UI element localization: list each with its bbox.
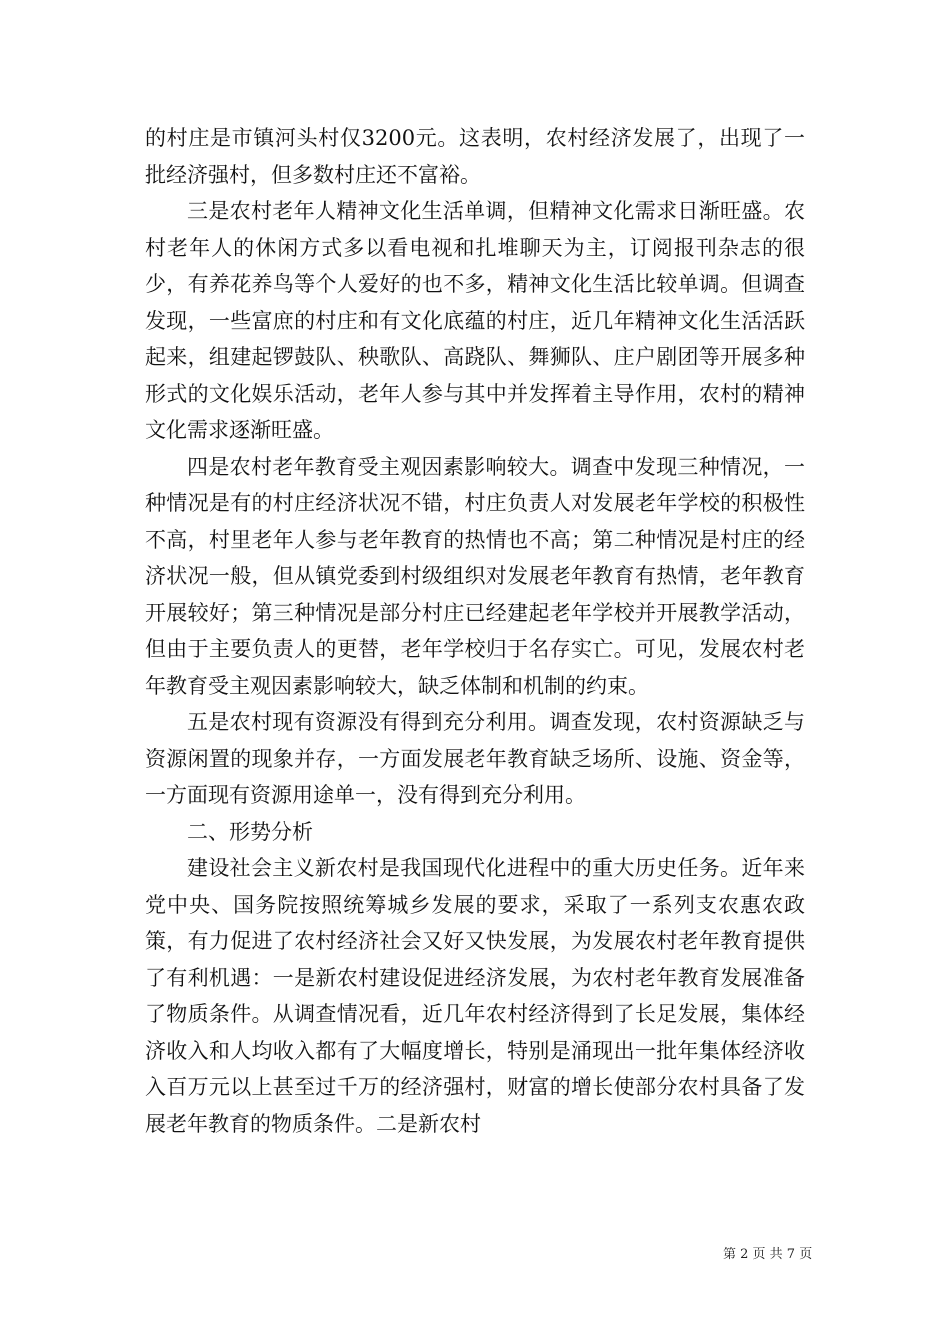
paragraph-situation-analysis: 建设社会主义新农村是我国现代化进程中的重大历史任务。近年来党中央、国务院按照统筹城乡发展的要求，采取了一系列支农惠农政策，有力促进了农村经济社会又好又快发展，为发展农村老年教育提供了有利机遇：一是新农村建设促进经济发展，为农村老年教育发展准备了物质条件。从调查情况看，近几年农村经济得到了长足发展，集体经济收入和人均收入都有了大幅度增长，特别是涌现出一批年集体经济收入百万元以上甚至过千万的经济强村，财富的增长使部分农村具备了发展老年教育的物质条件。二是新农村 — [145, 856, 805, 1136]
paragraph-point-five: 五是农村现有资源没有得到充分利用。调查发现，农村资源缺乏与资源闲置的现象并存，一方面发展老年教育缺乏场所、设施、资金等，一方面现有资源用途单一，没有得到充分利用。 — [145, 710, 805, 807]
paragraph-point-four: 四是农村老年教育受主观因素影响较大。调查中发现三种情况，一种情况是有的村庄经济状况不错，村庄负责人对发展老年学校的积极性不高，村里老年人参与老年教育的热情也不高；第二种情况是村庄的经济状况一般，但从镇党委到村级组织对发展老年教育有热情，老年教育开展较好；第三种情况是部分村庄已经建起老年学校并开展教学活动，但由于主要负责人的更替，老年学校归于名存实亡。可见，发展农村老年教育受主观因素影响较大，缺乏体制和机制的约束。 — [145, 454, 805, 698]
paragraph-point-three: 三是农村老年人精神文化生活单调，但精神文化需求日渐旺盛。农村老年人的休闲方式多以看电视和扎堆聊天为主，订阅报刊杂志的很少，有养花养鸟等个人爱好的也不多，精神文化生活比较单调。但调查发现，一些富庶的村庄和有文化底蕴的村庄，近几年精神文化生活活跃起来，组建起锣鼓队、秧歌队、高跷队、舞狮队、庄户剧团等开展多种形式的文化娱乐活动，老年人参与其中并发挥着主导作用，农村的精神文化需求逐渐旺盛。 — [145, 199, 805, 442]
paragraph-continuation: 的村庄是市镇河头村仅3200元。这表明，农村经济发展了，出现了一批经济强村，但多数村庄还不富裕。 — [145, 126, 805, 187]
section-heading: 二、形势分析 — [187, 819, 313, 844]
document-body — [145, 120, 805, 1142]
page-number-footer: 第 2 页 共 7 页 — [723, 1247, 813, 1262]
